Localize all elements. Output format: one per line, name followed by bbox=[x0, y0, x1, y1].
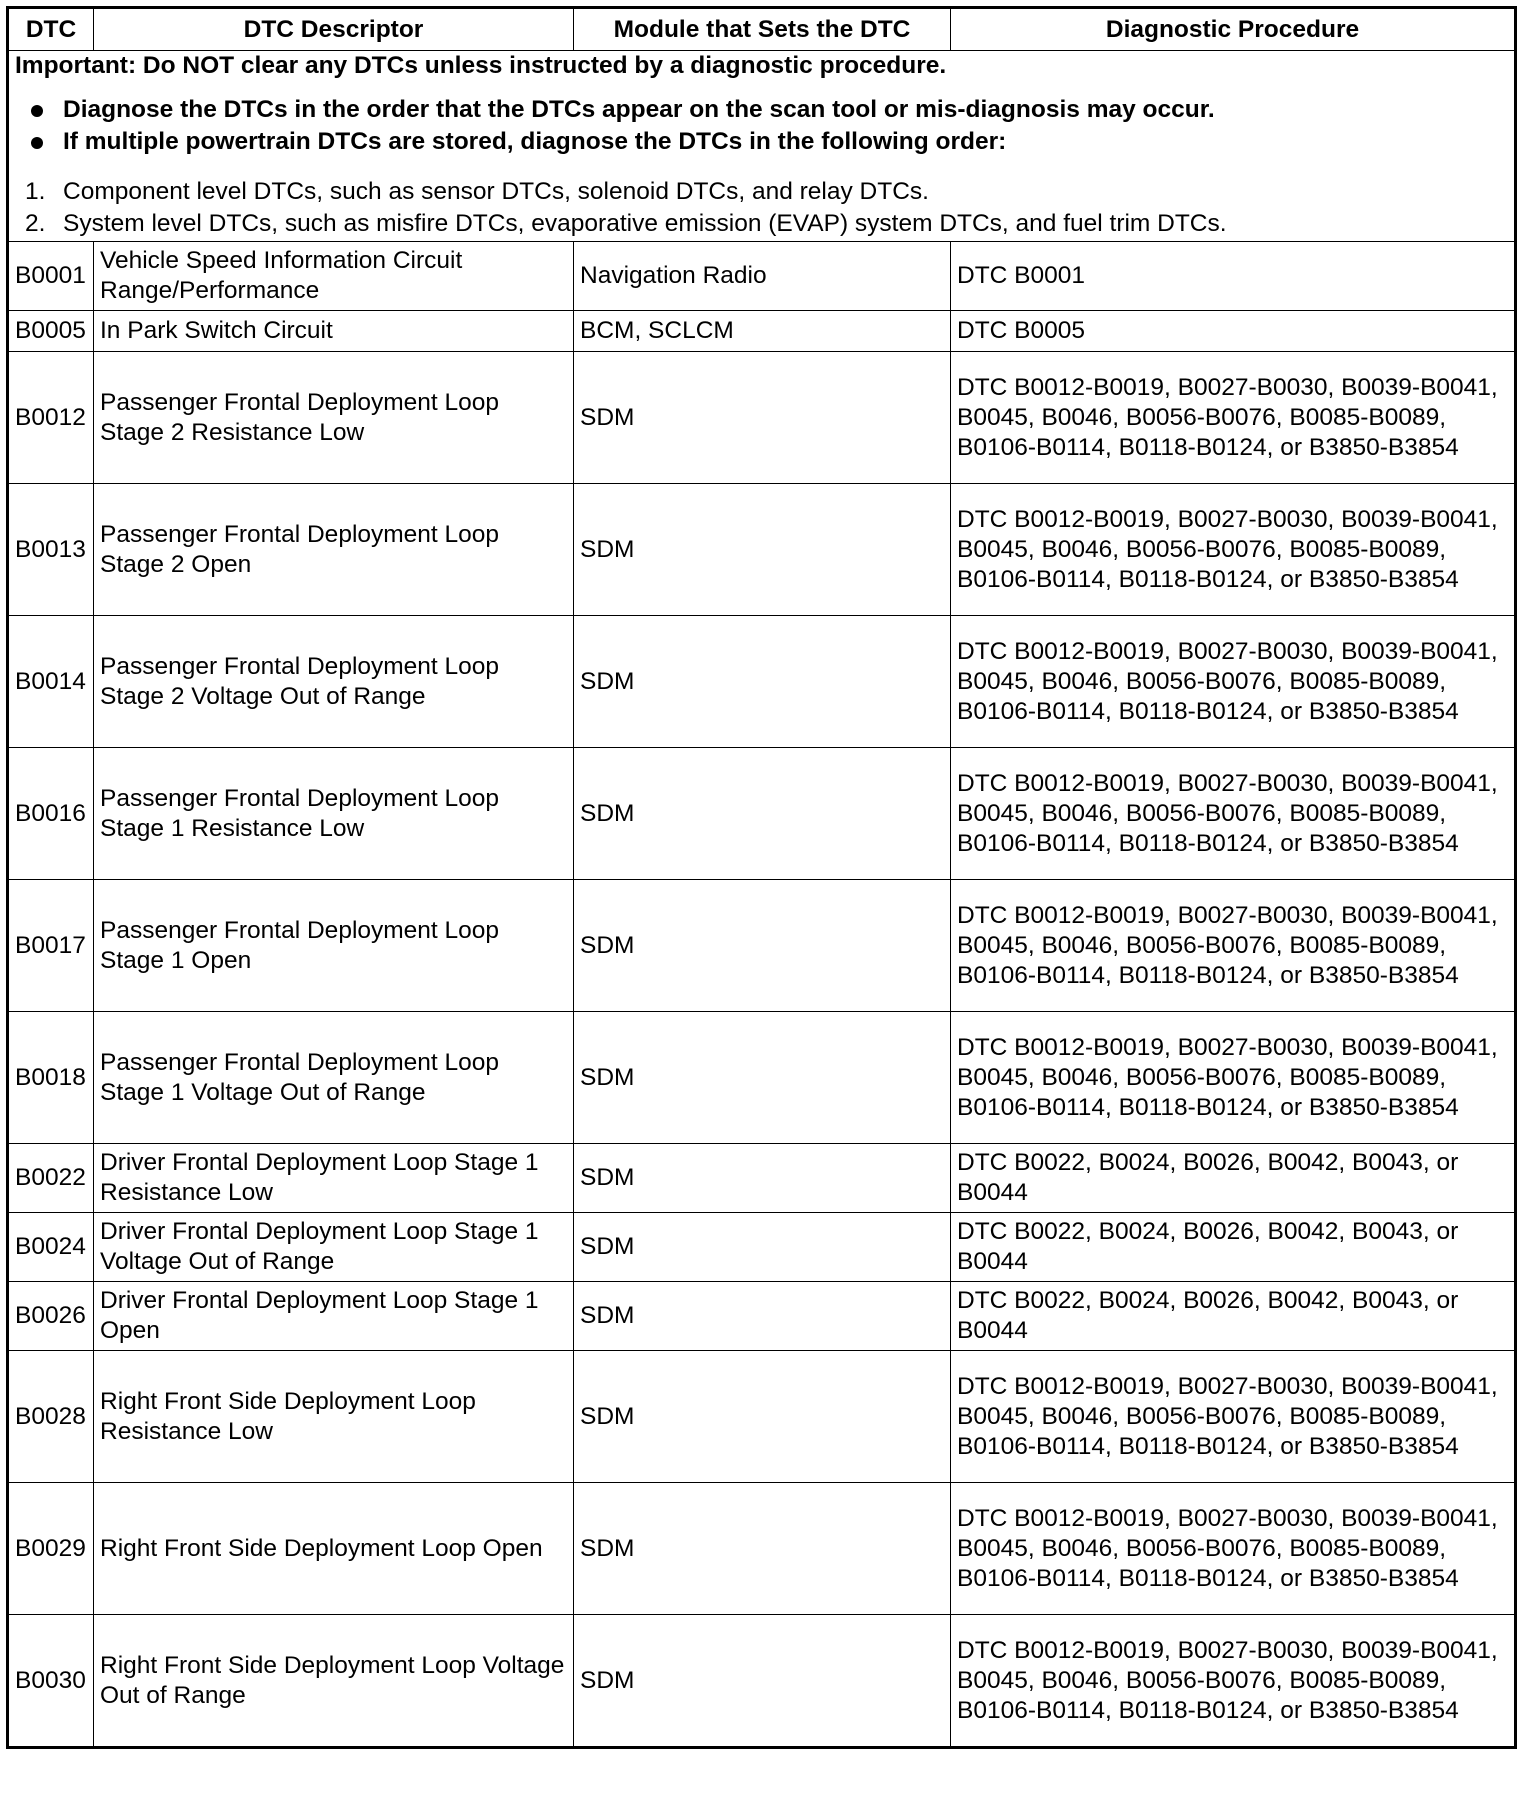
dtc-module: SDM bbox=[574, 1282, 951, 1351]
dtc-code: B0017 bbox=[8, 880, 94, 1012]
dtc-descriptor: Passenger Frontal Deployment Loop Stage 1 Resistance Low bbox=[94, 748, 574, 880]
dtc-procedure: DTC B0022, B0024, B0026, B0042, B0043, or B0044 bbox=[951, 1144, 1516, 1213]
dtc-descriptor: Vehicle Speed Information Circuit Range/Performance bbox=[94, 242, 574, 311]
dtc-code: B0005 bbox=[8, 311, 94, 352]
table-row bbox=[8, 616, 1516, 748]
dtc-module: SDM bbox=[574, 880, 951, 1012]
dtc-procedure: DTC B0012-B0019, B0027-B0030, B0039-B0041, B0045, B0046, B0056-B0076, B0085-B0089, B0106-B0114, B0118-B0124, or B3850-B3854 bbox=[951, 1012, 1516, 1144]
header-diagnostic-procedure: Diagnostic Procedure bbox=[951, 8, 1516, 51]
dtc-code: B0022 bbox=[8, 1144, 94, 1213]
table-row bbox=[8, 484, 1516, 616]
header-dtc: DTC bbox=[8, 8, 94, 51]
dtc-module: SDM bbox=[574, 484, 951, 616]
dtc-code: B0016 bbox=[8, 748, 94, 880]
dtc-procedure: DTC B0012-B0019, B0027-B0030, B0039-B0041, B0045, B0046, B0056-B0076, B0085-B0089, B0106-B0114, B0118-B0124, or B3850-B3854 bbox=[951, 352, 1516, 484]
dtc-procedure: DTC B0012-B0019, B0027-B0030, B0039-B0041, B0045, B0046, B0056-B0076, B0085-B0089, B0106-B0114, B0118-B0124, or B3850-B3854 bbox=[951, 748, 1516, 880]
table-row bbox=[8, 1144, 1516, 1213]
dtc-descriptor: Passenger Frontal Deployment Loop Stage 2 Resistance Low bbox=[94, 352, 574, 484]
dtc-descriptor: Passenger Frontal Deployment Loop Stage 2 Voltage Out of Range bbox=[94, 616, 574, 748]
header-dtc-descriptor: DTC Descriptor bbox=[94, 8, 574, 51]
step-text: Component level DTCs, such as sensor DTCs, solenoid DTCs, and relay DTCs. bbox=[63, 178, 929, 205]
step-text: System level DTCs, such as misfire DTCs, evaporative emission (EVAP) system DTCs, and fuel trim DTCs. bbox=[63, 210, 1227, 237]
table-row bbox=[8, 1012, 1516, 1144]
table-row bbox=[8, 1213, 1516, 1282]
dtc-code: B0012 bbox=[8, 352, 94, 484]
dtc-procedure: DTC B0005 bbox=[951, 311, 1516, 352]
table-row bbox=[8, 1282, 1516, 1351]
step-number: 2. bbox=[25, 210, 46, 237]
dtc-descriptor: Passenger Frontal Deployment Loop Stage 1 Open bbox=[94, 880, 574, 1012]
dtc-module: SDM bbox=[574, 748, 951, 880]
dtc-module: SDM bbox=[574, 1351, 951, 1483]
dtc-module: SDM bbox=[574, 1483, 951, 1615]
dtc-document bbox=[6, 6, 1514, 1749]
dtc-code: B0030 bbox=[8, 1615, 94, 1748]
step-number: 1. bbox=[25, 178, 46, 205]
dtc-code: B0029 bbox=[8, 1483, 94, 1615]
dtc-procedure: DTC B0012-B0019, B0027-B0030, B0039-B0041, B0045, B0046, B0056-B0076, B0085-B0089, B0106-B0114, B0118-B0124, or B3850-B3854 bbox=[951, 1483, 1516, 1615]
dtc-procedure: DTC B0012-B0019, B0027-B0030, B0039-B0041, B0045, B0046, B0056-B0076, B0085-B0089, B0106-B0114, B0118-B0124, or B3850-B3854 bbox=[951, 880, 1516, 1012]
table-row bbox=[8, 242, 1516, 311]
dtc-procedure: DTC B0012-B0019, B0027-B0030, B0039-B0041, B0045, B0046, B0056-B0076, B0085-B0089, B0106-B0114, B0118-B0124, or B3850-B3854 bbox=[951, 1615, 1516, 1748]
dtc-descriptor: Right Front Side Deployment Loop Open bbox=[94, 1483, 574, 1615]
dtc-descriptor: Right Front Side Deployment Loop Resistance Low bbox=[94, 1351, 574, 1483]
table-row bbox=[8, 748, 1516, 880]
dtc-module: Navigation Radio bbox=[574, 242, 951, 311]
order-steps bbox=[15, 177, 1508, 241]
table-header-row bbox=[8, 8, 1516, 51]
dtc-descriptor: Right Front Side Deployment Loop Voltage Out of Range bbox=[94, 1615, 574, 1748]
dtc-procedure: DTC B0001 bbox=[951, 242, 1516, 311]
bullet-text: Diagnose the DTCs in the order that the DTCs appear on the scan tool or mis-diagnosis may occur. bbox=[63, 96, 1215, 123]
dtc-module: SDM bbox=[574, 1615, 951, 1748]
dtc-table bbox=[6, 6, 1517, 1749]
dtc-descriptor: Driver Frontal Deployment Loop Stage 1 Resistance Low bbox=[94, 1144, 574, 1213]
dtc-code: B0018 bbox=[8, 1012, 94, 1144]
bullet-item bbox=[15, 127, 1508, 159]
dtc-procedure: DTC B0012-B0019, B0027-B0030, B0039-B0041, B0045, B0046, B0056-B0076, B0085-B0089, B0106-B0114, B0118-B0124, or B3850-B3854 bbox=[951, 1351, 1516, 1483]
instruction-bullets bbox=[15, 95, 1508, 159]
table-row bbox=[8, 1615, 1516, 1748]
dtc-module: SDM bbox=[574, 352, 951, 484]
dtc-code: B0001 bbox=[8, 242, 94, 311]
dtc-descriptor: Passenger Frontal Deployment Loop Stage 2 Open bbox=[94, 484, 574, 616]
bullet-icon bbox=[31, 137, 43, 149]
table-row bbox=[8, 311, 1516, 352]
dtc-code: B0024 bbox=[8, 1213, 94, 1282]
dtc-descriptor: Passenger Frontal Deployment Loop Stage 1 Voltage Out of Range bbox=[94, 1012, 574, 1144]
bullet-text: If multiple powertrain DTCs are stored, diagnose the DTCs in the following order: bbox=[63, 128, 1007, 155]
dtc-module: SDM bbox=[574, 1144, 951, 1213]
dtc-module: BCM, SCLCM bbox=[574, 311, 951, 352]
dtc-descriptor: In Park Switch Circuit bbox=[94, 311, 574, 352]
dtc-code: B0013 bbox=[8, 484, 94, 616]
dtc-procedure: DTC B0012-B0019, B0027-B0030, B0039-B0041, B0045, B0046, B0056-B0076, B0085-B0089, B0106-B0114, B0118-B0124, or B3850-B3854 bbox=[951, 484, 1516, 616]
table-row bbox=[8, 352, 1516, 484]
dtc-code: B0028 bbox=[8, 1351, 94, 1483]
dtc-descriptor: Driver Frontal Deployment Loop Stage 1 Open bbox=[94, 1282, 574, 1351]
bullet-icon bbox=[31, 105, 43, 117]
bullet-item bbox=[15, 95, 1508, 127]
dtc-code: B0014 bbox=[8, 616, 94, 748]
table-row bbox=[8, 1483, 1516, 1615]
dtc-procedure: DTC B0012-B0019, B0027-B0030, B0039-B0041, B0045, B0046, B0056-B0076, B0085-B0089, B0106-B0114, B0118-B0124, or B3850-B3854 bbox=[951, 616, 1516, 748]
dtc-procedure: DTC B0022, B0024, B0026, B0042, B0043, or B0044 bbox=[951, 1213, 1516, 1282]
dtc-code: B0026 bbox=[8, 1282, 94, 1351]
dtc-descriptor: Driver Frontal Deployment Loop Stage 1 Voltage Out of Range bbox=[94, 1213, 574, 1282]
table-row bbox=[8, 1351, 1516, 1483]
dtc-module: SDM bbox=[574, 1012, 951, 1144]
important-note bbox=[8, 51, 1516, 242]
header-module: Module that Sets the DTC bbox=[574, 8, 951, 51]
step-item bbox=[15, 209, 1508, 241]
dtc-procedure: DTC B0022, B0024, B0026, B0042, B0043, or B0044 bbox=[951, 1282, 1516, 1351]
dtc-module: SDM bbox=[574, 616, 951, 748]
dtc-module: SDM bbox=[574, 1213, 951, 1282]
step-item bbox=[15, 177, 1508, 209]
table-row bbox=[8, 880, 1516, 1012]
important-note-row bbox=[8, 51, 1516, 242]
important-text: Important: Do NOT clear any DTCs unless instructed by a diagnostic procedure. bbox=[15, 52, 947, 79]
